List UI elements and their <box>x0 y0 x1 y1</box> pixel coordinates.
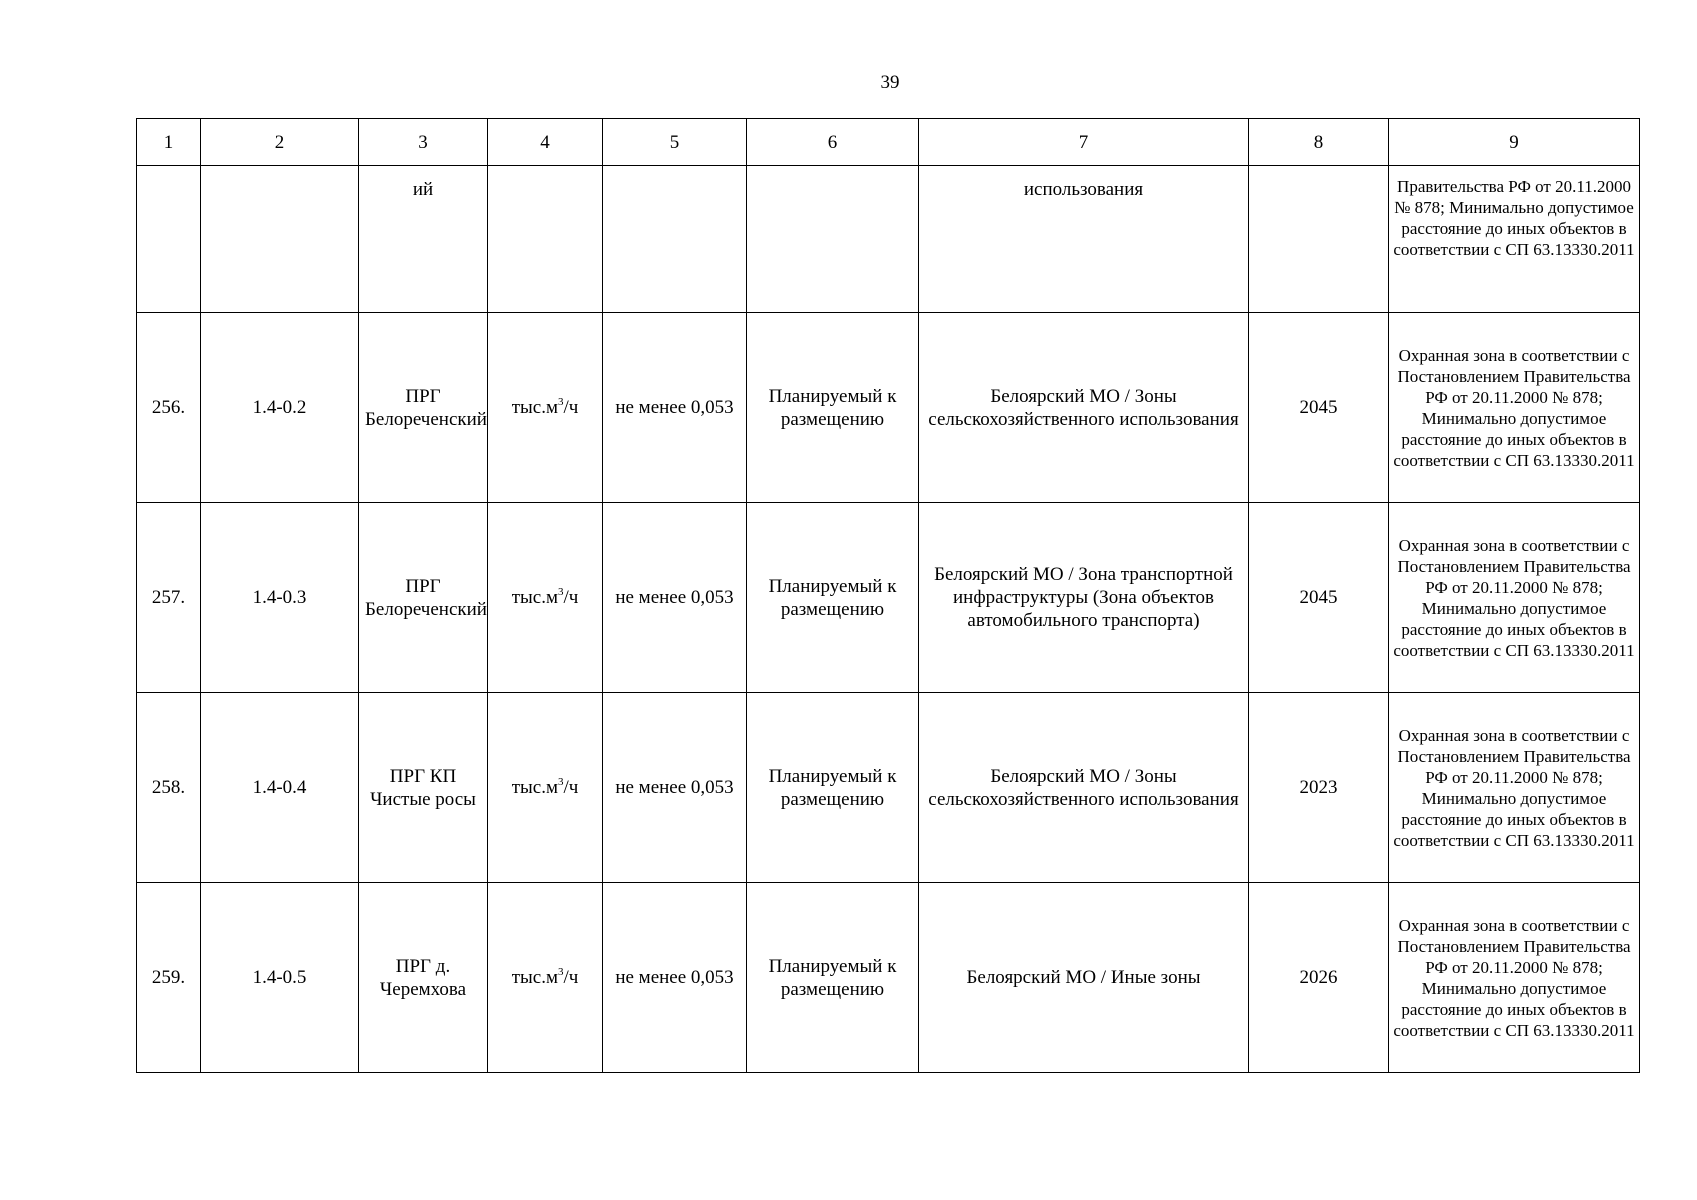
column-header: 8 <box>1249 119 1389 166</box>
year-cell: 2026 <box>1249 883 1389 1073</box>
code-cell: 1.4-0.5 <box>201 883 359 1073</box>
code-cell: 1.4-0.4 <box>201 693 359 883</box>
unit-exponent: 3 <box>557 585 564 598</box>
location-cell: Белоярский МО / Иные зоны <box>919 883 1249 1073</box>
column-header: 5 <box>603 119 747 166</box>
row-number-cell: 257. <box>137 503 201 693</box>
status-cell: Планируемый к размещению <box>747 313 919 503</box>
capacity-cell: не менее 0,053 <box>603 883 747 1073</box>
table-row <box>137 693 1640 883</box>
row-number-cell: 256. <box>137 313 201 503</box>
name-cell: ПРГ Белореченский <box>359 503 488 693</box>
unit-prefix: тыс.м <box>511 967 558 988</box>
location-cell: использования <box>919 166 1249 313</box>
row-number-cell: 259. <box>137 883 201 1073</box>
norm-cell: Правительства РФ от 20.11.2000 № 878; Минимально допустимое расстояние до иных объектов в соответствии с СП 63.13330.2011 <box>1389 166 1640 313</box>
column-header: 2 <box>201 119 359 166</box>
unit-suffix: /ч <box>563 777 579 798</box>
unit-prefix: тыс.м <box>511 777 558 798</box>
table-row <box>137 313 1640 503</box>
column-header: 9 <box>1389 119 1640 166</box>
column-header: 7 <box>919 119 1249 166</box>
code-cell: 1.4-0.3 <box>201 503 359 693</box>
unit-cell <box>488 693 603 883</box>
column-header: 4 <box>488 119 603 166</box>
unit-suffix: /ч <box>563 587 579 608</box>
unit-suffix: /ч <box>563 967 579 988</box>
name-cell: ий <box>359 166 488 313</box>
unit-cell <box>488 166 603 313</box>
norm-cell: Охранная зона в соответствии с Постановлением Правительства РФ от 20.11.2000 № 878; Минимально допустимое расстояние до иных объектов в соответствии с СП 63.13330.2011 <box>1389 693 1640 883</box>
year-cell <box>1249 166 1389 313</box>
unit-cell <box>488 503 603 693</box>
status-cell: Планируемый к размещению <box>747 693 919 883</box>
unit-exponent: 3 <box>557 965 564 978</box>
status-cell <box>747 166 919 313</box>
unit-exponent: 3 <box>557 775 564 788</box>
unit-cell <box>488 883 603 1073</box>
year-cell: 2023 <box>1249 693 1389 883</box>
unit-cell <box>488 313 603 503</box>
location-cell: Белоярский МО / Зоны сельскохозяйственного использования <box>919 693 1249 883</box>
year-cell: 2045 <box>1249 503 1389 693</box>
continuation-row <box>137 166 1640 313</box>
year-cell: 2045 <box>1249 313 1389 503</box>
capacity-cell: не менее 0,053 <box>603 313 747 503</box>
name-cell: ПРГ Белореченский <box>359 313 488 503</box>
status-cell: Планируемый к размещению <box>747 503 919 693</box>
column-header: 6 <box>747 119 919 166</box>
table-row <box>137 503 1640 693</box>
norm-cell: Охранная зона в соответствии с Постановлением Правительства РФ от 20.11.2000 № 878; Минимально допустимое расстояние до иных объектов в соответствии с СП 63.13330.2011 <box>1389 883 1640 1073</box>
unit-suffix: /ч <box>563 397 579 418</box>
unit-exponent: 3 <box>557 395 564 408</box>
capacity-cell: не менее 0,053 <box>603 693 747 883</box>
location-cell: Белоярский МО / Зона транспортной инфраструктуры (Зона объектов автомобильного транспорта) <box>919 503 1249 693</box>
row-number-cell: 258. <box>137 693 201 883</box>
data-table <box>136 118 1640 1073</box>
column-header: 3 <box>359 119 488 166</box>
norm-cell: Охранная зона в соответствии с Постановлением Правительства РФ от 20.11.2000 № 878; Минимально допустимое расстояние до иных объектов в соответствии с СП 63.13330.2011 <box>1389 503 1640 693</box>
row-number-cell <box>137 166 201 313</box>
code-cell: 1.4-0.2 <box>201 313 359 503</box>
unit-prefix: тыс.м <box>511 587 558 608</box>
capacity-cell: не менее 0,053 <box>603 503 747 693</box>
table-row <box>137 883 1640 1073</box>
code-cell <box>201 166 359 313</box>
column-header: 1 <box>137 119 201 166</box>
location-cell: Белоярский МО / Зоны сельскохозяйственного использования <box>919 313 1249 503</box>
status-cell: Планируемый к размещению <box>747 883 919 1073</box>
name-cell: ПРГ д. Черемхова <box>359 883 488 1073</box>
norm-cell: Охранная зона в соответствии с Постановлением Правительства РФ от 20.11.2000 № 878; Минимально допустимое расстояние до иных объектов в соответствии с СП 63.13330.2011 <box>1389 313 1640 503</box>
capacity-cell <box>603 166 747 313</box>
page-number: 39 <box>880 72 900 93</box>
name-cell: ПРГ КП Чистые росы <box>359 693 488 883</box>
table-header-row <box>137 119 1640 166</box>
unit-prefix: тыс.м <box>511 397 558 418</box>
